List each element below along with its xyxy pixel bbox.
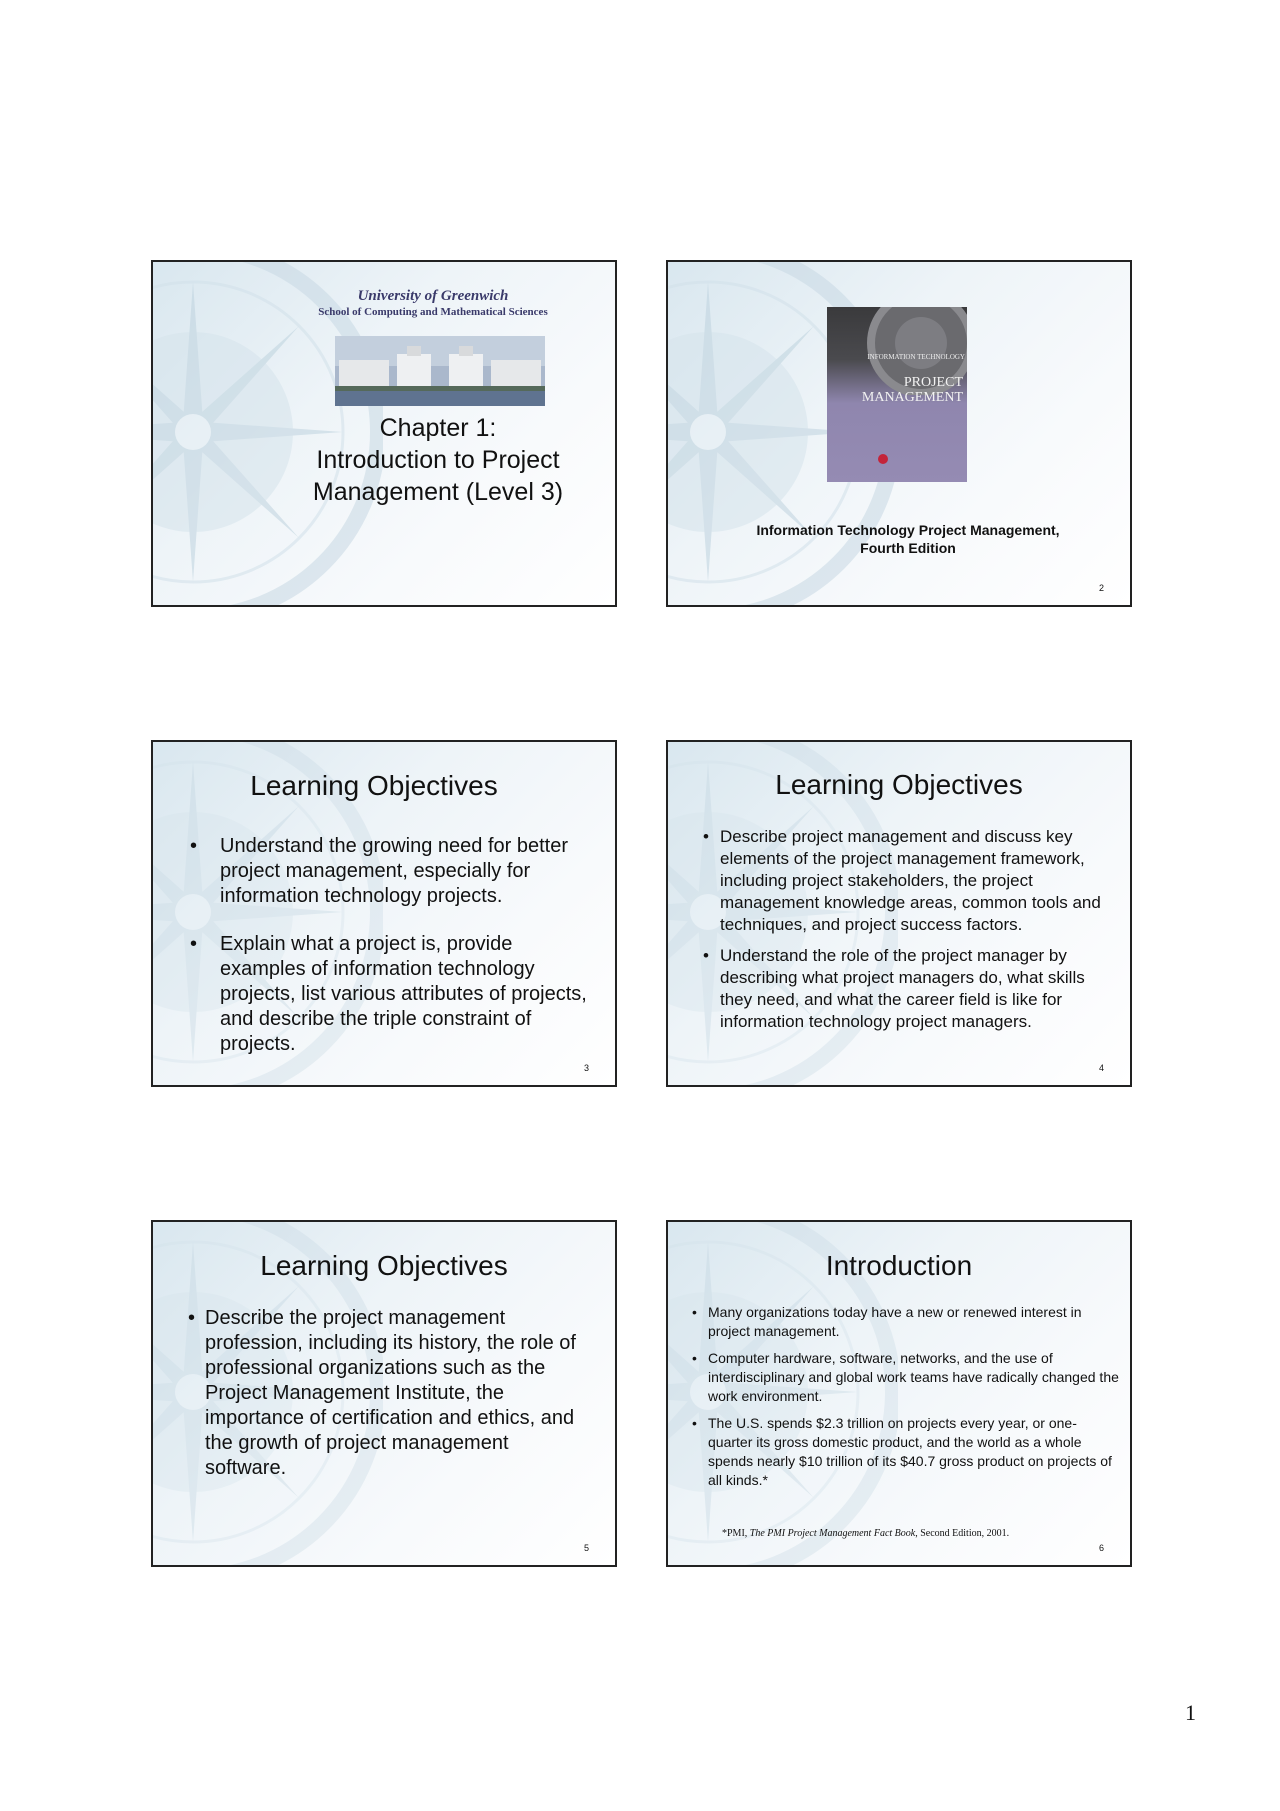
slide-number: 3 — [583, 1063, 589, 1073]
footnote-book: The PMI Project Management Fact Book — [749, 1528, 916, 1539]
book-label-1: INFORMATION TECHNOLOGY — [867, 353, 965, 361]
slide-number: 4 — [1098, 1063, 1104, 1073]
slide-title: Learning Objectives — [775, 769, 1023, 800]
slide-1 — [151, 260, 617, 607]
book-label-3: MANAGEMENT — [861, 390, 963, 405]
list-item: • Many organizations today have a new or renewed interest in project management. — [708, 1303, 1120, 1341]
slide-title: Introduction — [825, 1250, 973, 1281]
slide-3 — [151, 740, 617, 1087]
slide-6 — [666, 1220, 1132, 1567]
school-name: School of Computing and Mathematical Sciences — [318, 306, 548, 318]
greenwich-photo — [335, 336, 545, 406]
bullet-list — [708, 1303, 1120, 1490]
slide-number: 5 — [583, 1543, 589, 1553]
book-cover — [827, 307, 967, 482]
slide-title: Learning Objectives — [250, 770, 498, 801]
title-line-2: Introduction to Project — [316, 446, 560, 474]
footnote-suffix: , Second Edition, 2001. — [915, 1528, 1010, 1539]
title-line-1: Chapter 1: — [379, 414, 497, 442]
book-label-2: PROJECT — [903, 375, 963, 390]
bullet-list — [220, 834, 598, 1057]
slide-number: 2 — [1098, 583, 1104, 593]
bullet-list — [205, 1306, 595, 1481]
list-item: • Explain what a project is, provide examples of information technology projects, list various attributes of projects, and describe the triple constraint of projects. — [220, 932, 598, 1057]
list-item: • The U.S. spends $2.3 trillion on projects every year, or one-quarter its gross domestic product, and the world as a whole spends nearly $10 trillion of its $40.7 gross product on projects of all kinds.* — [708, 1414, 1120, 1490]
page-number: 1 — [1185, 1700, 1196, 1725]
book-caption-1: Information Technology Project Management, — [756, 522, 1060, 538]
slide-4 — [666, 740, 1132, 1087]
list-item: • Computer hardware, software, networks, and the use of interdisciplinary and global work teams have radically changed the work environment. — [708, 1349, 1120, 1406]
slide-5 — [151, 1220, 617, 1567]
list-item: • Understand the role of the project manager by describing what project managers do, what skills they need, and what the career field is like for information technology project managers. — [720, 945, 1118, 1033]
list-item: • Understand the growing need for better project management, especially for information technology projects. — [220, 834, 598, 909]
footnote — [722, 1528, 1102, 1539]
list-item: • Describe the project management profession, including its history, the role of professional organizations such as the Project Management Institute, the importance of certification and ethics, and the growth of project management software. — [205, 1306, 595, 1481]
book-caption-2: Fourth Edition — [860, 540, 956, 556]
university-name: University of Greenwich — [357, 288, 509, 304]
slide-2 — [666, 260, 1132, 607]
slide-title: Learning Objectives — [260, 1250, 508, 1281]
slide-number: 6 — [1098, 1543, 1104, 1553]
title-line-3: Management (Level 3) — [312, 478, 564, 506]
bullet-list — [720, 826, 1118, 1033]
list-item: • Describe project management and discuss key elements of the project management framework, including project stakeholders, the project management knowledge areas, common tools and techniques, and project success factors. — [720, 826, 1118, 936]
footnote-prefix: *PMI, — [722, 1528, 750, 1539]
red-dot-icon — [878, 454, 888, 464]
